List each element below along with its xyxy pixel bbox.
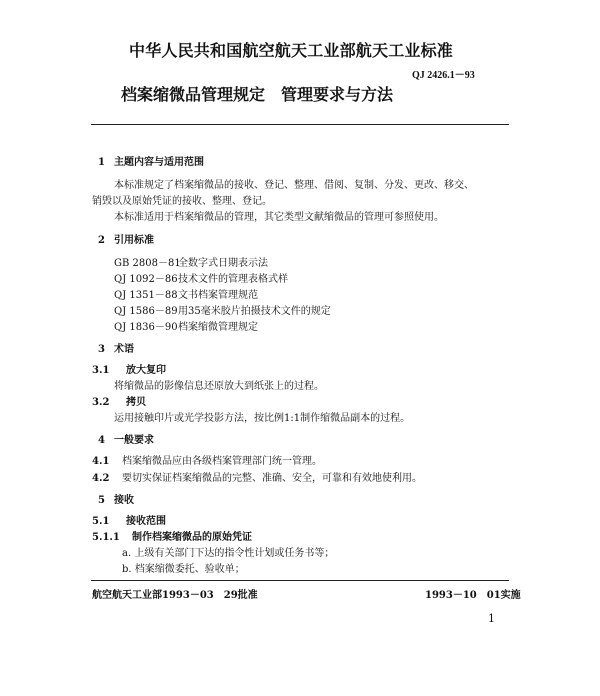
document-title: 档案缩微品管理规定 管理要求与方法 (121, 85, 394, 104)
section-5-heading (98, 491, 134, 506)
clause-title: 接收范围 (126, 516, 166, 527)
clause-4-1 (92, 452, 322, 467)
section-title: 术语 (114, 344, 134, 355)
reference-title: 文书档案管理规范 (178, 290, 258, 301)
footer-divider (91, 580, 509, 581)
list-item-a: a. 上级有关部门下达的指令性计划或任务书等； (122, 548, 335, 559)
header-divider (91, 124, 509, 125)
reference-item (114, 270, 288, 285)
clause-5-1-heading (92, 512, 166, 527)
term-3-2-definition: 运用接触印片或光学投影方法，按比例1:1制作缩微品副本的过程。 (114, 413, 411, 424)
section-4-heading (98, 431, 154, 446)
reference-code: QJ 1351－88 (114, 290, 178, 301)
reference-item (114, 286, 258, 301)
reference-code: GB 2808－81 (114, 258, 181, 269)
approval-date: 航空航天工业部1993－03 29批准 (92, 590, 258, 601)
section-number: 5 (98, 495, 105, 506)
section-3-heading (98, 340, 134, 355)
reference-title: 用35毫米胶片拍摄技术文件的规定 (178, 306, 331, 317)
clause-number: 5.1 (92, 516, 110, 527)
term-3-2-heading (92, 393, 146, 408)
term-title: 放大复印 (126, 365, 166, 376)
term-3-1-definition: 将缩微品的影像信息还原放大到纸张上的过程。 (114, 381, 324, 392)
section-title: 主题内容与适用范围 (114, 157, 204, 168)
section-title: 引用标准 (114, 235, 154, 246)
section-2-heading (98, 231, 154, 246)
clause-title: 制作档案缩微品的原始凭证 (132, 532, 252, 543)
section-number: 1 (98, 157, 105, 168)
reference-code: QJ 1586－89 (114, 306, 178, 317)
reference-code: QJ 1836－90 (114, 322, 178, 333)
section-title: 接收 (114, 495, 134, 506)
clause-4-2 (92, 469, 422, 484)
clause-number: 4.2 (92, 473, 110, 484)
section-1-paragraph-1-line-2: 销毁以及原始凭证的接收、整理、登记。 (92, 196, 272, 207)
list-item-b: b. 档案缩微委托、验收单； (122, 564, 245, 575)
clause-text: 要切实保证档案缩微品的完整、准确、安全，可靠和有效地使利用。 (122, 473, 422, 484)
reference-item (114, 318, 258, 333)
clause-5-1-1-heading (92, 528, 252, 543)
effective-date: 1993－10 01实施 (425, 590, 521, 601)
term-title: 拷贝 (126, 397, 146, 408)
section-title: 一般要求 (114, 435, 154, 446)
clause-number: 4.1 (92, 456, 110, 467)
section-number: 3 (98, 344, 105, 355)
section-1-paragraph-2: 本标准适用于档案缩微品的管理，其它类型文献缩微品的管理可参照使用。 (114, 212, 444, 223)
reference-title: 技术文件的管理表格式样 (178, 274, 288, 285)
clause-text: 档案缩微品应由各级档案管理部门统一管理。 (122, 456, 322, 467)
reference-item (114, 302, 331, 317)
term-number: 3.1 (92, 365, 110, 376)
reference-code: QJ 1092－86 (114, 274, 178, 285)
reference-title: 档案缩微管理规定 (178, 322, 258, 333)
term-number: 3.2 (92, 397, 110, 408)
reference-item (114, 254, 268, 269)
section-number: 2 (98, 235, 105, 246)
clause-number: 5.1.1 (92, 532, 120, 543)
section-1-paragraph-1-line-1: 本标准规定了档案缩微品的接收、登记、整理、借阅、复制、分发、更改、移交、 (114, 180, 474, 191)
reference-title: 全数字式日期表示法 (178, 258, 268, 269)
section-1-heading (98, 153, 204, 168)
section-number: 4 (98, 435, 105, 446)
term-3-1-heading (92, 361, 166, 376)
document-code: QJ 2426.1－93 (412, 70, 475, 81)
page-number: 1 (488, 612, 495, 625)
standard-organization-header: 中华人民共和国航空航天工业部航天工业标准 (129, 41, 454, 60)
